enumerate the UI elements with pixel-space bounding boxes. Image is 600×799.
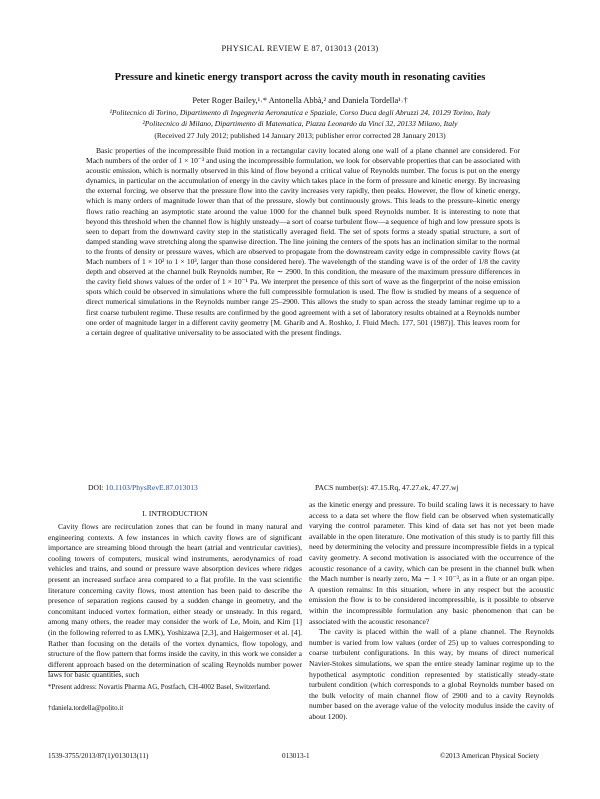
footnote-rule: [48, 671, 120, 672]
running-header: PHYSICAL REVIEW E 87, 013013 (2013): [221, 44, 379, 53]
doi-line: [88, 483, 198, 492]
footnote-email: †daniela.tordella@polito.it: [48, 704, 124, 712]
intro-paragraph-2: as the kinetic energy and pressure. To build scaling laws it is necessary to have access to a data set where the flow field can be observed when systematically varying the control parameter. This kind of data set has not yet been made available in the open literature. One motivation of this study is to partly fill this need by determining the velocity and pressure incompressible fields in a typical cavity geometry. A second motivation is associated with the occurrence of the acoustic resonance of a cavity, which can be present in the channel bulk when the Mach number is nearly zero, Ma ∼ 1 × 10⁻³, as in a flute or an organ pipe. A question remains: In this situation, where in any respect but the acoustic emission the flow is to be considered incompressible, is it possible to observe within the incompressible formulation any basic phenomenon that can be associated with the acoustic resonance?: [309, 500, 554, 626]
affiliation-1: ¹Politecnico di Torino, Dipartimento di Ingegneria Aeronautica e Spaziale, Corso Duca degli Abruzzi 24, 10129 Torino, Italy: [109, 108, 491, 117]
abstract: [86, 146, 520, 338]
intro-paragraph-1: Cavity flows are recirculation zones that can be found in many natural and engineering contexts. A few instances in which cavity flows are of significant importance are streaming blood through the heart (atrial and ventricular cavities), cooling towers of computers, musical wind instruments, aerodynamics of road vehicles and trains, and sound or pressure wave absorption devices where ridges present an increased surface area compared to a flat profile. In the vast scientific literature concerning cavity flows, most attention has been paid to describe the presence of separation regions caused by a sudden change in geometry, and the concomitant induced vortex formation, either steady or unsteady. In this regard, among many others, the reader may consider the work of Le, Moin, and Kim [1] (in the following referred to as LMK), Yoshizawa [2,3], and Haigermoser et al. [4]. Rather than focusing on the details of the vortex dynamics, flow topology, and structure of the flow pattern that forms inside the cavity, in this work we consider a different approach based on the determination of scaling Reynolds number power laws for basic quantities, such: [48, 522, 302, 680]
footer-copyright: ©2013 American Physical Society: [440, 752, 540, 760]
received-dates: (Received 27 July 2012; published 14 January 2013; publisher error corrected 28 January 2013): [154, 131, 446, 140]
paper-title: Pressure and kinetic energy transport across the cavity mouth in resonating cavities: [114, 72, 486, 83]
author-list: Peter Roger Bailey,¹˒* Antonella Abbà,² and Daniela Tordella¹˒†: [192, 96, 408, 105]
section-heading: I. INTRODUCTION: [142, 509, 208, 518]
doi-label: DOI:: [88, 483, 106, 492]
footer-page-number: 013013-1: [282, 752, 310, 760]
doi-link[interactable]: 10.1103/PhysRevE.87.013013: [105, 483, 198, 492]
intro-paragraph-3: The cavity is placed within the wall of a plane channel. The Reynolds number is varied from low values (order of 25) up to values corresponding to coarse turbulent configurations. In this way, by means of direct numerical Navier-Stokes simulations, we span the entire steady laminar regime up to the hypothetical asymptotic condition represented by statistically steady-state turbulent condition (which corresponds to a global Reynolds number based on the bulk velocity of main channel flow of 2900 and to a cavity Reynolds number based on the average value of the velocity modulus inside the cavity of about 1200).: [309, 627, 554, 721]
footnote-present-address: *Present address: Novartis Pharma AG, Postfach, CH-4002 Basel, Switzerland.: [48, 683, 271, 691]
pacs-numbers: PACS number(s): 47.15.Rq, 47.27.ek, 47.27.wj: [315, 483, 459, 492]
right-column: [309, 500, 554, 722]
abstract-text: Basic properties of the incompressible fluid motion in a rectangular cavity located along one wall of a plane channel are considered. For Mach numbers of the order of 1 × 10⁻³ and using the incompressible formulation, we look for observable properties that can be associated with acoustic emission, which is normally observed in this kind of flow beyond a critical value of Reynolds number. The focus is put on the energy dynamics, in particular on the accumulation of energy in the cavity which takes place in the form of pressure and kinetic energy. By increasing the external forcing, we observe that the pressure flow into the cavity increases very rapidly, then peaks. However, the flow of kinetic energy, which is many orders of magnitude lower than that of the pressure, slowly but continuously grows. This leads to the pressure–kinetic energy flows ratio reaching an asymptotic state around the value 1000 for the channel bulk speed Reynolds number. It is interesting to note that beyond this threshold when the channel flow is highly unsteady—a sort of coarse turbulent flow—a sequence of high and low pressure spots is seen to depart from the downward cavity step in the statistically averaged field. The set of spots forms a steady spatial structure, a sort of damped standing wave stretching along the spanwise direction. The line joining the centers of the spots has an inclination similar to the normal to the fronts of density or pressure waves, which are observed to propagate from the downstream cavity edge in compressible cavity flows (at Mach numbers of 1 × 10² to 1 × 10³, larger than those considered here). The wavelength of the standing wave is of the order of 1/8 the cavity depth and observed at the channel bulk Reynolds number, Re ∼ 2900. In this condition, the measure of the maximum pressure differences in the cavity field shows values of the order of 1 × 10⁻¹ Pa. We interpret the presence of this sort of wave as the fingerprint of the noise emission spots which could be observed in simulations where the full compressible formulation is used. The flow is studied by means of a sequence of direct numerical simulations in the Reynolds number range 25–2900. This allows the study to span across the steady laminar regime up to a first coarse turbulent regime. These results are confirmed by the good agreement with a set of laboratory results obtained at a Reynolds number one order of magnitude larger in a different cavity geometry [M. Gharib and A. Roshko, J. Fluid Mech. 177, 501 (1987)]. This leaves room for a certain degree of qualitative universality to be associated with the present findings.: [86, 146, 520, 337]
affiliation-2: ²Politecnico di Milano, Dipartimento di Matematica, Piazza Leonardo da Vinci 32, 20133 Milano, Italy: [142, 119, 458, 128]
footer-issn: 1539-3755/2013/87(1)/013013(11): [48, 752, 149, 760]
left-column: [48, 522, 302, 681]
